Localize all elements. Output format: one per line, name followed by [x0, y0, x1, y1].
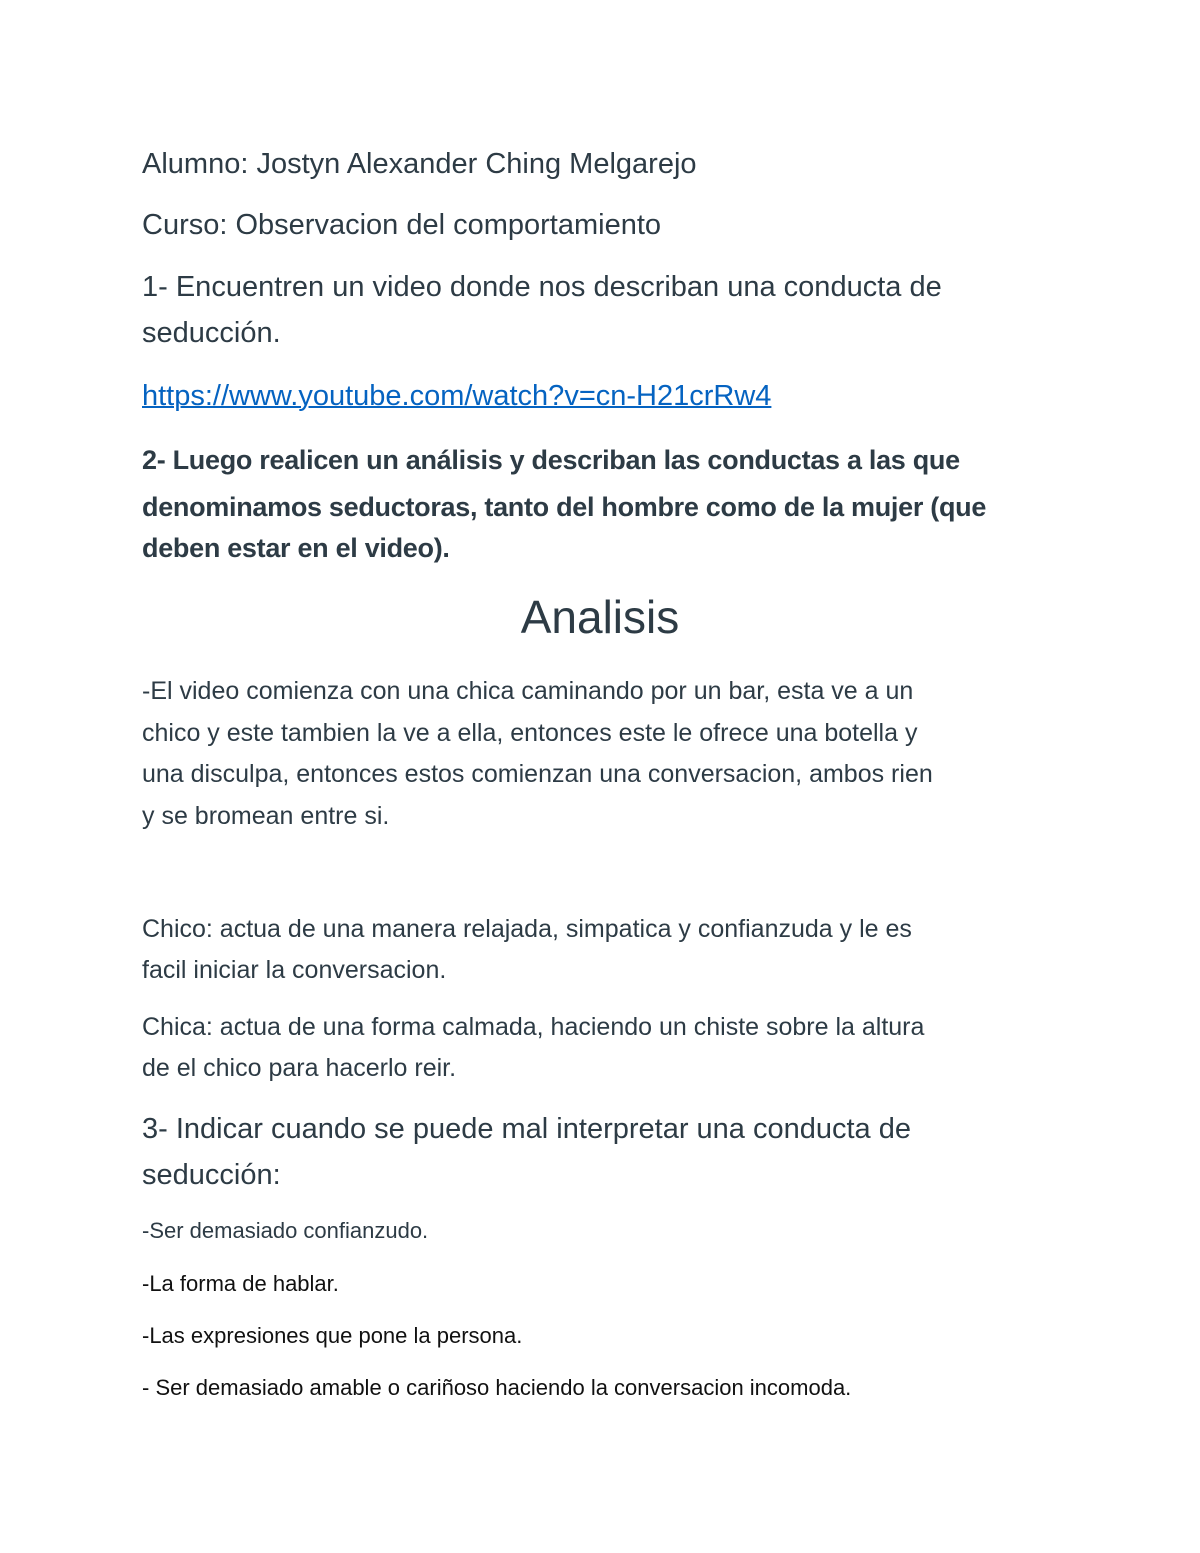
analysis-paragraph-line: -El video comienza con una chica caminando por un bar, esta ve a un [142, 677, 914, 705]
analysis-paragraph-line: y se bromean entre si. [142, 802, 390, 830]
chica-description: de el chico para hacerlo reir. [142, 1054, 457, 1082]
chico-description: facil iniciar la conversacion. [142, 956, 447, 984]
analysis-title: Analisis [520, 591, 680, 643]
list-item: -Ser demasiado confianzudo. [142, 1218, 429, 1243]
question-3-line: seducción: [142, 1159, 281, 1191]
question-3-line: 3- Indicar cuando se puede mal interpretar una conducta de [142, 1113, 911, 1145]
list-item: - Ser demasiado amable o cariñoso haciendo la conversacion incomoda. [142, 1375, 852, 1400]
question-1-line: seducción. [142, 317, 281, 349]
chica-description: Chica: actua de una forma calmada, haciendo un chiste sobre la altura [142, 1013, 925, 1041]
analysis-paragraph-line: chico y este tambien la ve a ella, entonces este le ofrece una botella y [142, 719, 918, 747]
question-2-line: denominamos seductoras, tanto del hombre como de la mujer (que [142, 492, 987, 522]
course-name: Curso: Observacion del comportamiento [142, 209, 662, 241]
list-item: -Las expresiones que pone la persona. [142, 1323, 523, 1348]
list-item: -La forma de hablar. [142, 1271, 339, 1296]
student-name: Alumno: Jostyn Alexander Ching Melgarejo [142, 148, 697, 180]
question-2-line: deben estar en el video). [142, 533, 450, 563]
chico-description: Chico: actua de una manera relajada, simpatica y confianzuda y le es [142, 915, 912, 943]
question-2-line: 2- Luego realicen un análisis y describan las conductas a las que [142, 445, 960, 475]
question-1-line: 1- Encuentren un video donde nos describan una conducta de [142, 271, 942, 303]
analysis-paragraph-line: una disculpa, entonces estos comienzan una conversacion, ambos rien [142, 760, 933, 788]
youtube-link[interactable]: https://www.youtube.com/watch?v=cn-H21crRw4 [142, 380, 772, 412]
